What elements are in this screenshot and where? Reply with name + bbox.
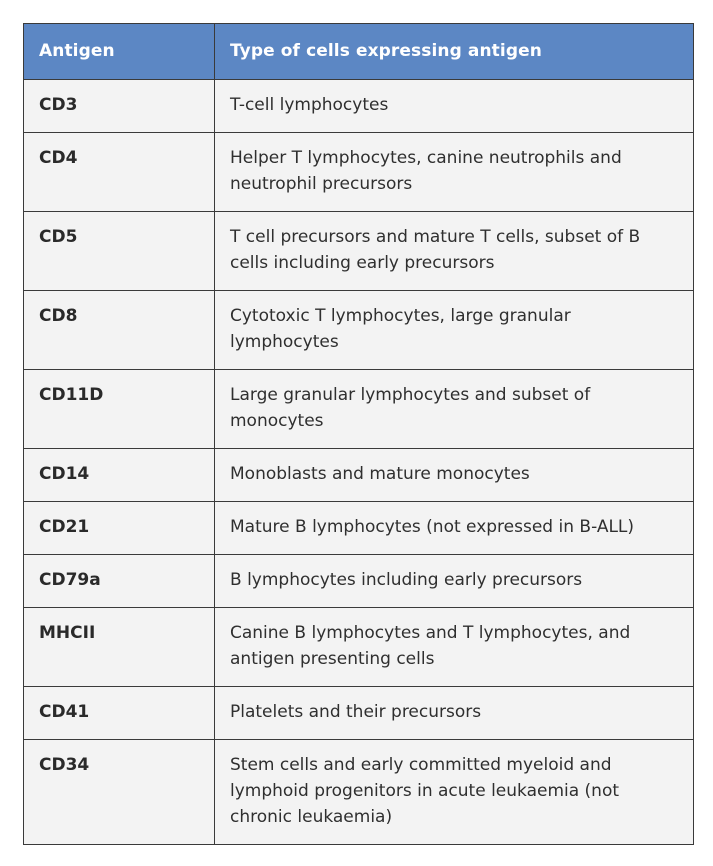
antigen-table	[23, 23, 694, 845]
table-body	[24, 80, 694, 845]
cell-type-description: Cytotoxic T lymphocytes, large granular lymphocytes	[215, 291, 694, 370]
table-row	[24, 291, 694, 370]
cell-type-description: Platelets and their precursors	[215, 687, 694, 740]
cell-type-description: Large granular lymphocytes and subset of monocytes	[215, 370, 694, 449]
header-row	[24, 24, 694, 80]
cell-type-description: Canine B lymphocytes and T lymphocytes, and antigen presenting cells	[215, 608, 694, 687]
cell-type-description: Stem cells and early committed myeloid and lymphoid progenitors in acute leukaemia (not chronic leukaemia)	[215, 740, 694, 845]
antigen-cell: CD3	[24, 80, 215, 133]
table-row	[24, 212, 694, 291]
cell-type-description: T-cell lymphocytes	[215, 80, 694, 133]
antigen-cell: CD41	[24, 687, 215, 740]
cell-type-description: Mature B lymphocytes (not expressed in B-ALL)	[215, 502, 694, 555]
antigen-cell: MHCII	[24, 608, 215, 687]
table-row	[24, 608, 694, 687]
table-row	[24, 502, 694, 555]
header-cell-types: Type of cells expressing antigen	[215, 24, 694, 80]
table-row	[24, 133, 694, 212]
table-row	[24, 80, 694, 133]
antigen-cell: CD79a	[24, 555, 215, 608]
antigen-cell: CD4	[24, 133, 215, 212]
antigen-cell: CD14	[24, 449, 215, 502]
table-row	[24, 449, 694, 502]
cell-type-description: Helper T lymphocytes, canine neutrophils and neutrophil precursors	[215, 133, 694, 212]
cell-type-description: Monoblasts and mature monocytes	[215, 449, 694, 502]
antigen-cell: CD34	[24, 740, 215, 845]
antigen-cell: CD11D	[24, 370, 215, 449]
cell-type-description: B lymphocytes including early precursors	[215, 555, 694, 608]
table-row	[24, 370, 694, 449]
cell-type-description: T cell precursors and mature T cells, subset of B cells including early precursors	[215, 212, 694, 291]
table-row	[24, 555, 694, 608]
antigen-cell: CD21	[24, 502, 215, 555]
header-antigen: Antigen	[24, 24, 215, 80]
antigen-cell: CD8	[24, 291, 215, 370]
table-row	[24, 740, 694, 845]
table-row	[24, 687, 694, 740]
antigen-cell: CD5	[24, 212, 215, 291]
table-header	[24, 24, 694, 80]
